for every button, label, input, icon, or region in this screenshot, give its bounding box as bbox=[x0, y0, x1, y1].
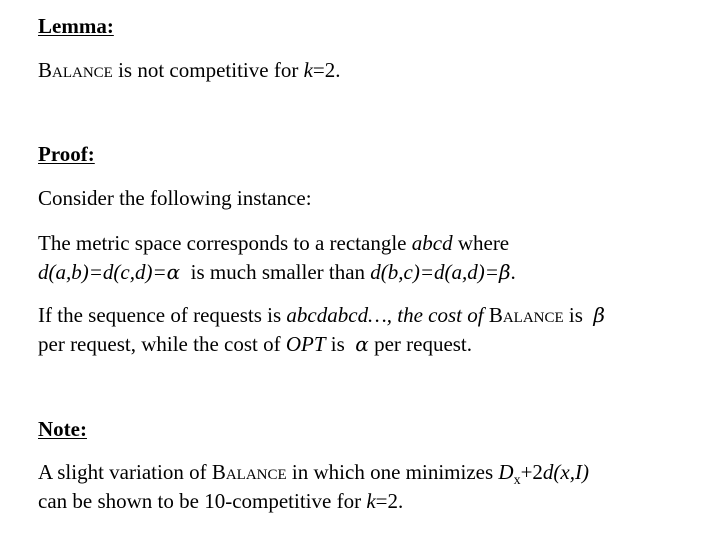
subscript-x: x bbox=[513, 473, 521, 488]
note-line-2 bbox=[38, 487, 403, 516]
plus-two: +2 bbox=[520, 460, 543, 484]
lemma-text: is not competitive for bbox=[112, 58, 304, 82]
metric-line-2 bbox=[38, 258, 516, 287]
note-text-mid: in which one minimizes bbox=[286, 460, 499, 484]
algo-name-initial: B bbox=[38, 58, 53, 82]
note-text-2: can be shown to be 10-competitive for bbox=[38, 489, 367, 513]
distance-term: d(x,I) bbox=[542, 460, 589, 484]
lemma-heading: Lemma: bbox=[38, 14, 114, 38]
sequence-line-1 bbox=[38, 301, 605, 333]
algo-name-rest: ALANCE bbox=[52, 65, 113, 81]
algo-name-initial: B bbox=[488, 303, 503, 327]
lemma-text-end: =2. bbox=[312, 58, 341, 82]
note-end: =2. bbox=[375, 489, 404, 513]
algo-name-rest: ALANCE bbox=[502, 310, 564, 326]
alpha-symbol: α bbox=[166, 260, 181, 284]
note-line-1 bbox=[38, 458, 589, 490]
metric-text-end: where bbox=[452, 231, 510, 255]
seq-end: per request. bbox=[368, 332, 473, 356]
var-D: D bbox=[498, 460, 514, 484]
metric-line-1 bbox=[38, 229, 509, 258]
beta-symbol: β bbox=[593, 303, 605, 327]
algo-name-initial: B bbox=[211, 460, 226, 484]
var-k: k bbox=[303, 58, 313, 82]
beta-symbol: β bbox=[498, 260, 511, 284]
eq-short-sides: d(a,b)=d(c,d)= bbox=[38, 260, 167, 284]
metric-text: The metric space corresponds to a rectangle bbox=[38, 231, 412, 255]
metric-mid-text: is much smaller than bbox=[180, 260, 371, 284]
seq-is: is bbox=[563, 303, 594, 327]
alpha-symbol: α bbox=[355, 332, 369, 356]
seq-text-2: per request, while the cost of bbox=[38, 332, 286, 356]
var-k: k bbox=[366, 489, 376, 513]
seq-text: If the sequence of requests is bbox=[38, 303, 287, 327]
algo-name-rest: ALANCE bbox=[225, 467, 287, 483]
metric-period: . bbox=[510, 260, 516, 284]
note-heading: Note: bbox=[38, 417, 87, 441]
eq-long-sides: d(b,c)=d(a,d)= bbox=[370, 260, 499, 284]
note-text: A slight variation of bbox=[38, 460, 212, 484]
opt-name: OPT bbox=[285, 332, 326, 356]
rect-abcd: abcd bbox=[411, 231, 453, 255]
proof-heading: Proof: bbox=[38, 142, 95, 166]
request-sequence: abcdabcd…, the cost of bbox=[286, 303, 489, 327]
sequence-line-2 bbox=[38, 330, 472, 359]
proof-consider: Consider the following instance: bbox=[38, 186, 312, 210]
lemma-statement bbox=[38, 56, 340, 88]
seq-is-2: is bbox=[325, 332, 356, 356]
